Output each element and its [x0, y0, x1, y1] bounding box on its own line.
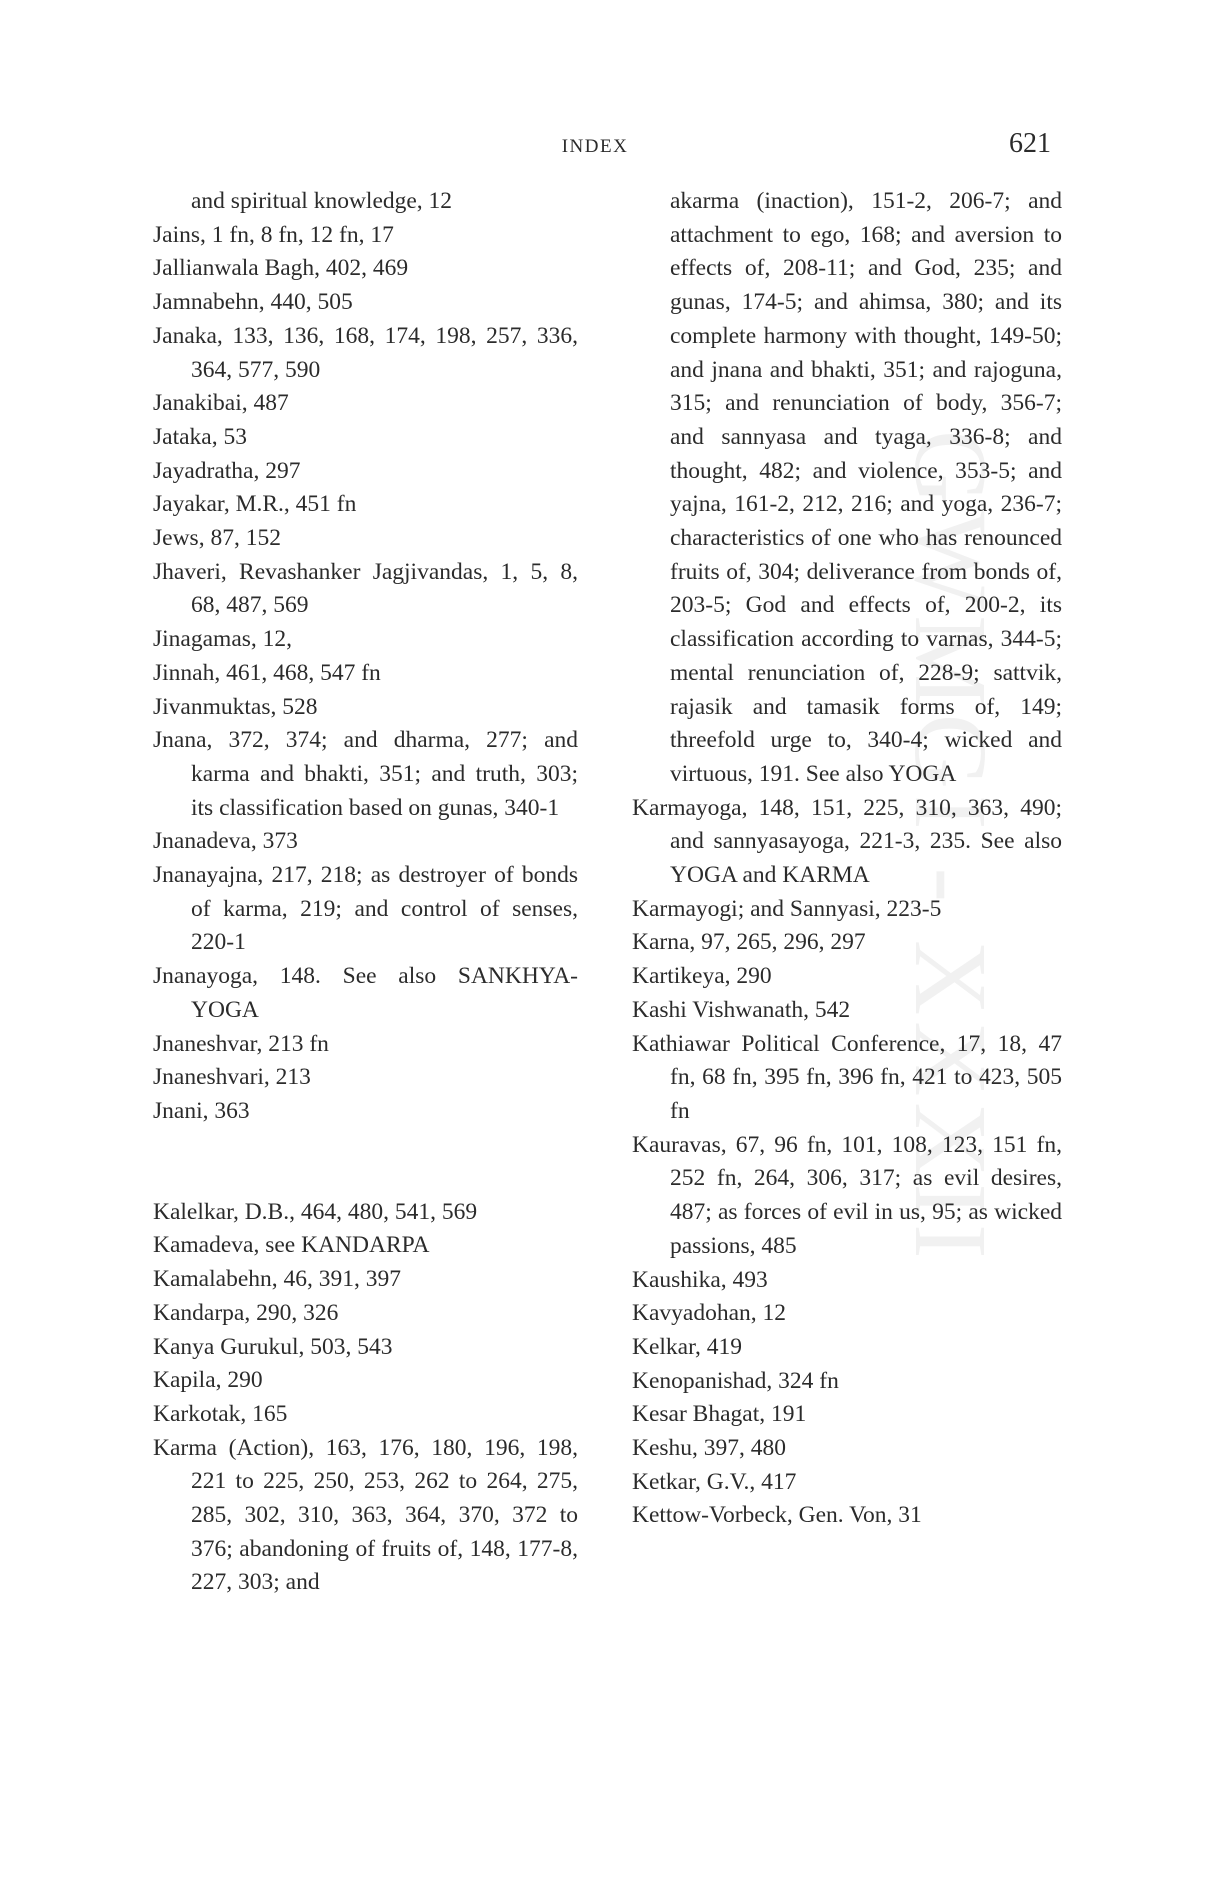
index-entry: Kathiawar Political Conference, 17, 18, 47 fn, 68 fn, 395 fn, 396 fn, 421 to 423, 505 fn: [632, 1030, 1062, 1124]
index-entry: Kavyadohan, 12: [632, 1300, 787, 1327]
index-entry: Jnanadeva, 373: [153, 828, 298, 855]
index-entry: Janakibai, 487: [153, 390, 289, 417]
index-entry: Jnana, 372, 374; and dharma, 277; and karma and bhakti, 351; and truth, 303; its classification based on gunas, 340-1: [153, 727, 578, 821]
index-entry: Kenopanishad, 324 fn: [632, 1367, 839, 1394]
index-entry: Kandarpa, 290, 326: [153, 1299, 339, 1326]
index-entry: Jinnah, 461, 468, 547 fn: [153, 659, 381, 686]
index-entry: and spiritual knowledge, 12: [191, 188, 453, 214]
index-entry: Kalelkar, D.B., 464, 480, 541, 569: [153, 1198, 478, 1225]
section-gap: [153, 1129, 578, 1196]
index-entry: Karmayoga, 148, 151, 225, 310, 363, 490; and sannyasayoga, 221-3, 235. See also YOGA and KARMA: [632, 794, 1062, 889]
index-entry: Jnani, 363: [153, 1097, 250, 1124]
index-entry: Ketkar, G.V., 417: [632, 1468, 797, 1495]
index-entry: Janaka, 133, 136, 168, 174, 198, 257, 336, 364, 577, 590: [153, 322, 578, 383]
index-entry: Kaushika, 493: [632, 1266, 768, 1293]
index-entry: Kashi Vishwanath, 542: [632, 996, 851, 1023]
index-entry: Jnaneshvari, 213: [153, 1064, 311, 1091]
index-entry: Jamnabehn, 440, 505: [153, 289, 353, 316]
index-entry: Jews, 87, 152: [153, 525, 281, 552]
index-entry: Kartikeya, 290: [632, 963, 772, 990]
index-entry: Karmayogi; and Sannyasi, 223-5: [632, 895, 942, 922]
index-entry: Karna, 97, 265, 296, 297: [632, 929, 866, 956]
index-entry: Jnanayajna, 217, 218; as destroyer of bonds of karma, 219; and control of senses, 220-1: [153, 862, 578, 956]
running-header: INDEX: [561, 136, 629, 157]
watermark: GWMGI - XXXII: [893, 430, 1008, 1265]
index-entry: Kelkar, 419: [632, 1333, 742, 1360]
index-entry: Keshu, 397, 480: [632, 1435, 787, 1462]
page-number: 621: [1009, 128, 1051, 159]
index-group-j: [153, 185, 578, 1129]
index-entry: Jnaneshvar, 213 fn: [153, 1030, 329, 1057]
index-entry: Karkotak, 165: [153, 1400, 288, 1427]
index-group-k: [153, 1196, 578, 1600]
index-column-right: [632, 185, 1062, 1533]
index-entry: Kanya Gurukul, 503, 543: [153, 1333, 393, 1360]
index-entry: Jayadratha, 297: [153, 457, 301, 484]
index-entry: Kauravas, 67, 96 fn, 101, 108, 123, 151 fn, 252 fn, 264, 306, 317; as evil desires, 487; as forces of evil in us, 95; as wicked passions, 485: [632, 1131, 1062, 1259]
index-entry: Jivanmuktas, 528: [153, 693, 318, 720]
index-entry: Kamalabehn, 46, 391, 397: [153, 1266, 402, 1293]
index-entry: Kamadeva, see KANDARPA: [153, 1232, 430, 1259]
index-entry: akarma (inaction), 151-2, 206-7; and attachment to ego, 168; and aversion to effects of, 208-11; and God, 235; and gunas, 174-5; and ahimsa, 380; and its complete harmony with thought, 149-50; and jnana and bhakti, 351; and rajoguna, 315; and renunciation of body, 356-7; and sannyasa and tyaga, 336-8; and thought, 482; and violence, 353-5; and yajna, 161-2, 212, 216; and yoga, 236-7; characteristics of one who has renounced fruits of, 304; deliverance from bonds of, 203-5; God and effects of, 200-2, its classification according to varnas, 344-5; mental renunciation of, 228-9; sattvik, rajasik and tamasik forms of, 149; threefold urge to, 340-4; wicked and virtuous, 191. See also YOGA: [670, 188, 1062, 787]
index-entry: Jayakar, M.R., 451 fn: [153, 491, 357, 518]
index-entry: Kettow-Vorbeck, Gen. Von, 31: [632, 1502, 922, 1529]
index-group-k-continued: [632, 185, 1062, 1533]
index-entry: Kesar Bhagat, 191: [632, 1401, 807, 1428]
index-column-left: [153, 185, 578, 1600]
index-entry: Jinagamas, 12,: [153, 626, 293, 653]
index-entry: Jataka, 53: [153, 423, 247, 450]
index-entry: Kapila, 290: [153, 1367, 263, 1394]
index-entry: Jhaveri, Revashanker Jagjivandas, 1, 5, 8, 68, 487, 569: [153, 558, 578, 619]
index-entry: Jnanayoga, 148. See also SANKHYA-YOGA: [153, 963, 578, 1023]
index-entry: Jains, 1 fn, 8 fn, 12 fn, 17: [153, 221, 394, 248]
index-entry: Karma (Action), 163, 176, 180, 196, 198, 221 to 225, 250, 253, 262 to 264, 275, 285, 302, 310, 363, 364, 370, 372 to 376; abandoning of fruits of, 148, 177-8, 227, 303; and: [153, 1434, 578, 1596]
index-entry: Jallianwala Bagh, 402, 469: [153, 255, 409, 282]
